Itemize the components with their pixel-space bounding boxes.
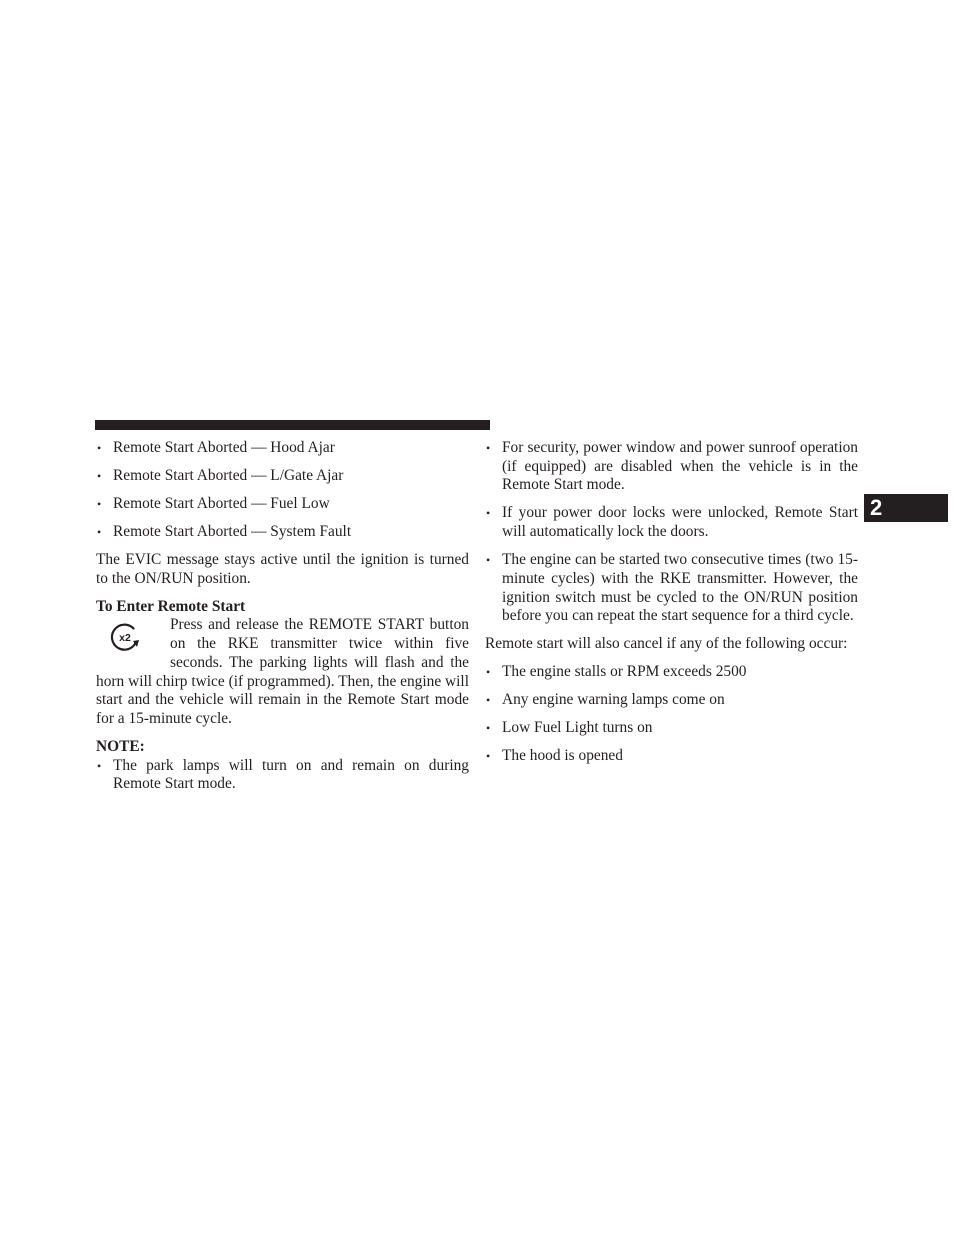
list-item: • The engine stalls or RPM exceeds 2500: [485, 663, 858, 682]
list-item: • The park lamps will turn on and remain on during Remote Start mode.: [96, 757, 469, 794]
note-list: [96, 757, 469, 794]
list-item: • Remote Start Aborted — L/Gate Ajar: [96, 467, 469, 486]
list-item: • The engine can be started two consecutive times (two 15-minute cycles) with the RKE transmitter. However, the ignition switch must be cycled to the ON/RUN position before you can repeat the start sequence for a third cycle.: [485, 551, 858, 626]
chapter-tab: 2: [864, 494, 948, 522]
section-top-rule: [95, 420, 490, 430]
enter-remote-start-block: [96, 616, 469, 728]
list-item: • Remote Start Aborted — System Fault: [96, 523, 469, 542]
note-title: NOTE:: [96, 737, 145, 755]
list-item: • The hood is opened: [485, 747, 858, 766]
list-item: • Any engine warning lamps come on: [485, 691, 858, 710]
list-item: • Remote Start Aborted — Fuel Low: [96, 495, 469, 514]
remote-start-x2-icon-graphic: [106, 620, 144, 656]
list-item: • Remote Start Aborted — Hood Ajar: [96, 439, 469, 458]
left-column: [96, 439, 469, 794]
enter-remote-start-heading: To Enter Remote Start: [96, 597, 246, 615]
evic-paragraph: The EVIC message stays active until the ignition is turned to the ON/RUN position.: [96, 551, 469, 587]
right-column: [485, 439, 858, 775]
list-item: • For security, power window and power sunroof operation (if equipped) are disabled when the vehicle is in the Remote Start mode.: [485, 439, 858, 495]
list-item: • Low Fuel Light turns on: [485, 719, 858, 738]
enter-remote-start-paragraph: Press and release the REMOTE START button on the RKE transmitter twice within five seconds. The parking lights will flash and the horn will chirp twice (if programmed). Then, the engine will start and the vehicle will remain in the Remote Start mode for a 15-minute cycle.: [96, 616, 469, 727]
list-item: • If your power door locks were unlocked, Remote Start will automatically lock the doors.: [485, 504, 858, 541]
cancel-conditions-list: [485, 663, 858, 766]
abort-message-list: [96, 439, 469, 542]
cancel-intro-paragraph: Remote start will also cancel if any of the following occur:: [485, 635, 848, 653]
remote-start-info-list: [485, 439, 858, 626]
icon-label: x2: [119, 632, 131, 645]
remote-start-x2-icon: [106, 620, 154, 664]
